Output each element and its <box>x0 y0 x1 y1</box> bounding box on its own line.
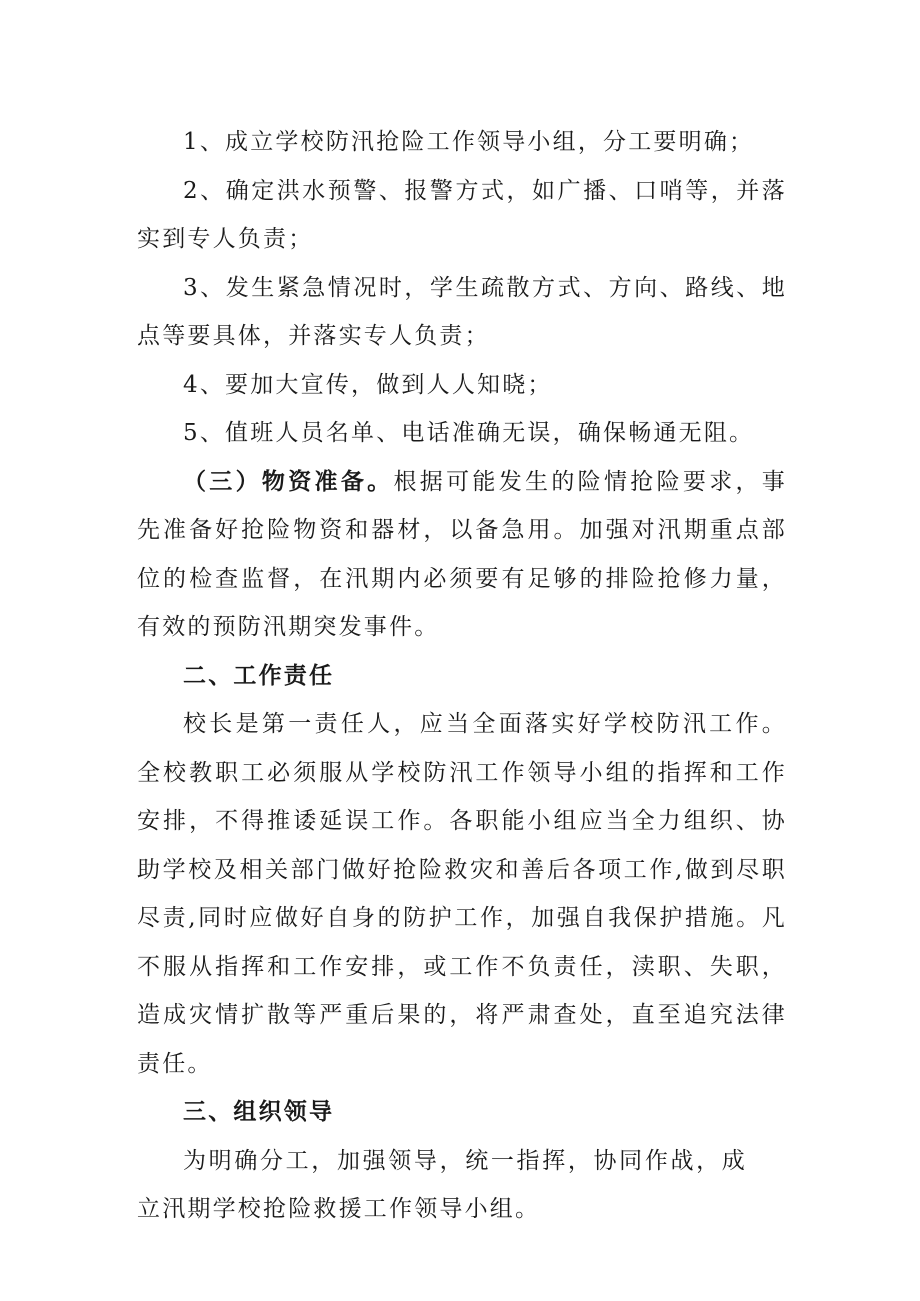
supplies-paragraph <box>137 458 787 652</box>
list-item-4: 4、要加大宣传，做到人人知晓； <box>183 371 553 398</box>
document-page <box>137 118 787 1234</box>
section-3-heading: 三、组织领导 <box>183 1099 335 1125</box>
list-item-1: 1、成立学校防汛抢险工作领导小组，分工要明确； <box>183 129 755 155</box>
section-2-body: 校长是第一责任人，应当全面落实好学校防汛工作。全校教职工必须服从学校防汛工作领导小组的指挥和工作安排，不得推诿延误工作。各职能小组应当全力组织、协助学校及相关部门做好抢险救灾和善后各项工作,做到尽职尽责,同时应做好自身的防护工作，加强自我保护措施。凡不服从指挥和工作安排，或工作不负责任，渎职、失职，造成灾情扩散等严重后果的，将严肃查处，直至追究法律责任。 <box>137 711 787 1077</box>
list-item-5: 5、值班人员名单、电话准确无误，确保畅通无阻。 <box>183 420 755 446</box>
list-item-3: 3、发生紧急情况时，学生疏散方式、方向、路线、地点等要具体，并落实专人负责； <box>137 274 787 349</box>
section-2-heading: 二、工作责任 <box>183 662 335 689</box>
list-item-2: 2、确定洪水预警、报警方式，如广播、口哨等，并落实到专人负责； <box>137 177 787 252</box>
supplies-lead: （三）物资准备。 <box>183 468 394 495</box>
section-3-body: 为明确分工，加强领导，统一指挥，协同作战，成立汛期学校抢险救援工作领导小组。 <box>137 1147 747 1222</box>
supplies-body: 根据可能发生的险情抢险要求，事先准备好抢险物资和器材，以备急用。加强对汛期重点部位的检查监督，在汛期内必须要有足够的排险抢修力量，有效的预防汛期突发事件。 <box>137 468 788 640</box>
